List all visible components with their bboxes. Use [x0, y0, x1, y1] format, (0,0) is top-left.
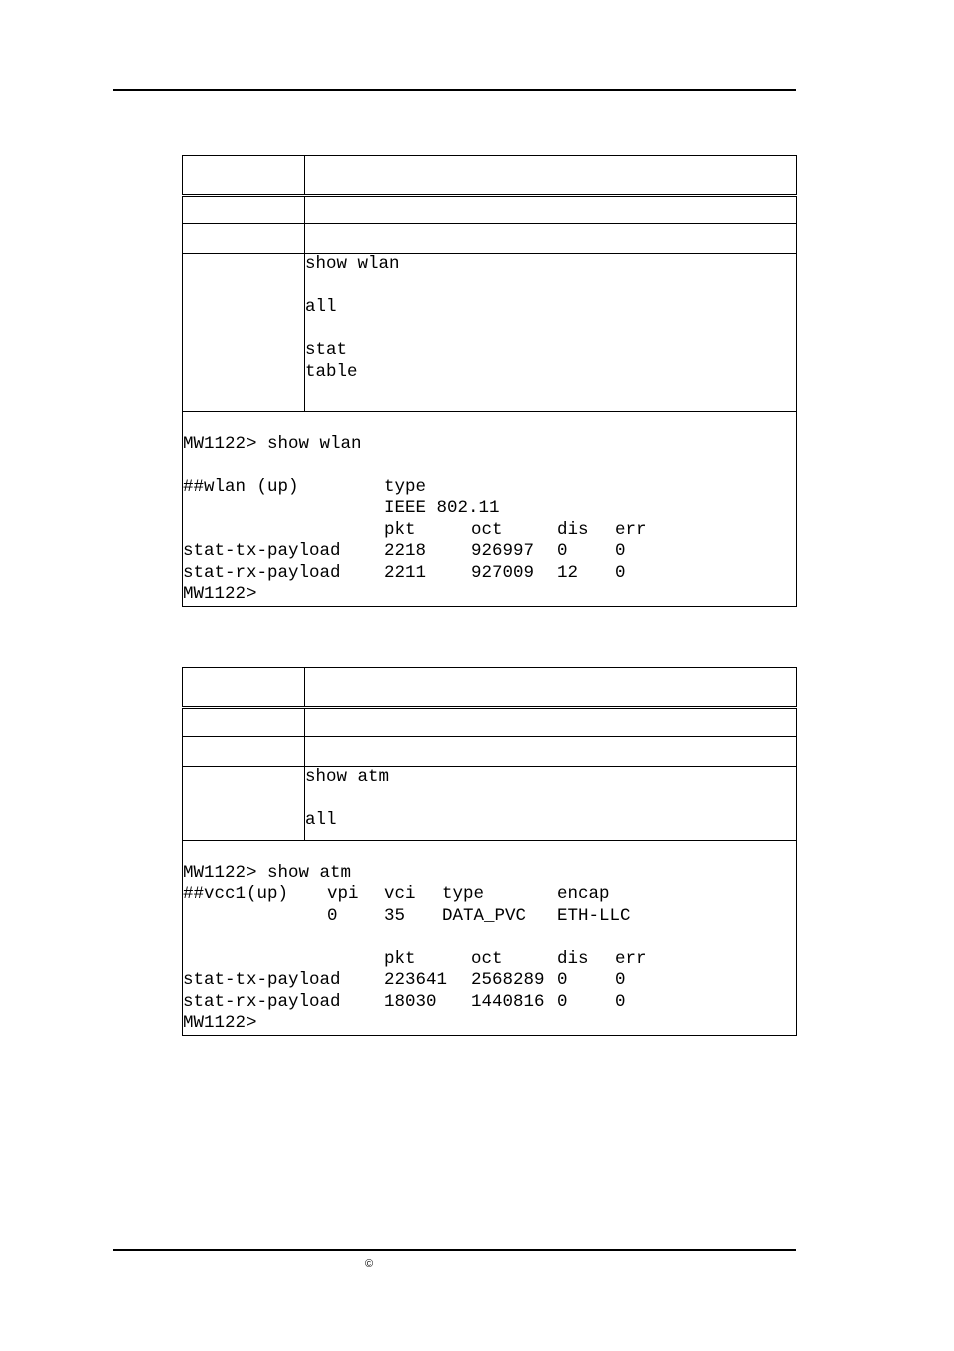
example-output — [183, 841, 796, 1035]
col-err: err — [615, 519, 647, 540]
type-label: type — [384, 476, 427, 497]
example-cell — [183, 412, 797, 607]
rx-pkt: 18030 — [384, 991, 437, 1012]
syntax-row — [183, 254, 797, 412]
show-atm-command-table — [182, 667, 797, 1036]
rx-dis: 0 — [557, 991, 568, 1012]
stat-tx-label: stat-tx-payload — [183, 541, 341, 561]
syntax-cell — [305, 767, 797, 841]
header-cell-right — [305, 156, 797, 196]
table-row — [183, 708, 797, 737]
stat-rx-label: stat-rx-payload — [183, 991, 341, 1012]
header-cell-right — [305, 668, 797, 708]
rx-err: 0 — [615, 991, 626, 1012]
end-prompt: MW1122> — [183, 1013, 257, 1033]
table-row — [183, 224, 797, 254]
end-prompt: MW1122> — [183, 584, 257, 604]
type-value: IEEE 802.11 — [384, 498, 500, 518]
syntax-option-all: all — [305, 810, 337, 830]
table-row — [183, 737, 797, 767]
syntax-command: show atm — [305, 767, 390, 787]
col-dis: dis — [557, 519, 589, 540]
footer-rule — [113, 1249, 796, 1251]
wlan-label: ##wlan (up) — [183, 476, 299, 497]
table-header-row — [183, 668, 797, 708]
header-cell-left — [183, 156, 305, 196]
example-row — [183, 841, 797, 1036]
table-header-row — [183, 156, 797, 196]
vci-value: 35 — [384, 905, 406, 926]
rx-oct: 1440816 — [471, 991, 545, 1012]
col-vci: vci — [384, 884, 416, 904]
type-value: DATA_PVC — [442, 905, 527, 926]
tx-pkt: 2218 — [384, 541, 427, 561]
header-rule — [113, 89, 796, 91]
rx-dis: 12 — [557, 562, 579, 583]
syntax-option-all: all — [305, 297, 337, 317]
col-oct: oct — [471, 519, 503, 540]
copyright-symbol: © — [365, 1258, 374, 1270]
table-row — [183, 196, 797, 224]
syntax-row — [183, 767, 797, 841]
vcc-label: ##vcc1(up) — [183, 884, 289, 904]
rx-pkt: 2211 — [384, 562, 427, 583]
header-cell-left — [183, 668, 305, 708]
col-oct: oct — [471, 948, 503, 969]
prompt-command: MW1122> show atm — [183, 862, 352, 883]
syntax-option-table: table — [305, 361, 358, 382]
col-err: err — [615, 948, 647, 969]
tx-err: 0 — [615, 970, 626, 990]
stat-rx-label: stat-rx-payload — [183, 562, 341, 583]
col-encap: encap — [557, 884, 610, 904]
tx-dis: 0 — [557, 541, 568, 561]
col-vpi: vpi — [327, 884, 359, 904]
col-pkt: pkt — [384, 948, 416, 969]
col-type: type — [442, 884, 485, 904]
tx-pkt: 223641 — [384, 970, 448, 990]
tx-err: 0 — [615, 541, 626, 561]
rx-oct: 927009 — [471, 562, 535, 583]
tx-dis: 0 — [557, 970, 568, 990]
syntax-option-stat: stat — [305, 340, 348, 360]
encap-value: ETH-LLC — [557, 905, 631, 926]
example-row — [183, 412, 797, 607]
show-wlan-command-table — [182, 155, 797, 607]
tx-oct: 2568289 — [471, 970, 545, 990]
tx-oct: 926997 — [471, 541, 535, 561]
syntax-command: show wlan — [305, 254, 400, 274]
stat-tx-label: stat-tx-payload — [183, 970, 341, 990]
vpi-value: 0 — [327, 905, 338, 926]
col-pkt: pkt — [384, 519, 416, 540]
example-output — [183, 412, 796, 606]
syntax-cell — [305, 254, 797, 412]
example-cell — [183, 841, 797, 1036]
col-dis: dis — [557, 948, 589, 969]
prompt-command: MW1122> show wlan — [183, 433, 362, 454]
rx-err: 0 — [615, 562, 626, 583]
